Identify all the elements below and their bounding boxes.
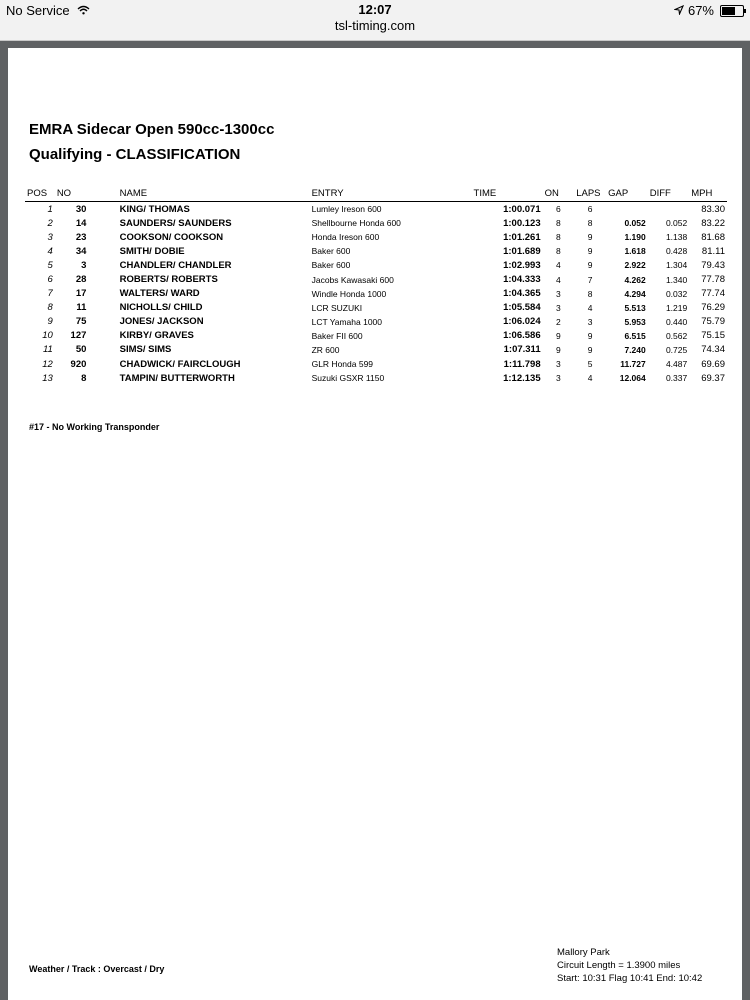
- cell-time: 1:06.024: [503, 316, 541, 328]
- table-row: [25, 357, 727, 371]
- cell-time: 1:02.993: [503, 259, 541, 271]
- cell-entry: Suzuki GSXR 1150: [311, 373, 385, 384]
- table-row: [25, 329, 727, 343]
- cell-gap: [606, 202, 648, 217]
- cell-time: 1:06.586: [503, 330, 541, 342]
- cell-spacer: [88, 371, 117, 385]
- circuit-venue: Mallory Park: [557, 947, 610, 958]
- cell-name: TAMPIN/ BUTTERWORTH: [119, 372, 235, 384]
- column-header-no: NO: [55, 185, 89, 202]
- cell-on: 2: [556, 316, 561, 327]
- column-spacer: [88, 185, 117, 202]
- cell-name: NICHOLLS/ CHILD: [119, 302, 203, 314]
- cell-time: 1:12.135: [503, 372, 541, 384]
- cell-gap: 1.190: [624, 232, 646, 243]
- cell-spacer: [88, 202, 117, 217]
- cell-gap: 4.262: [624, 274, 646, 285]
- address-bar-url[interactable]: tsl-timing.com: [334, 18, 416, 33]
- cell-laps: 9: [587, 330, 593, 341]
- cell-spacer: [88, 272, 117, 286]
- cell-laps: 9: [587, 232, 593, 243]
- cell-pos: 10: [42, 330, 53, 342]
- cell-pos: 2: [47, 217, 53, 229]
- cell-spacer: [88, 315, 117, 329]
- cell-time: 1:01.261: [503, 231, 541, 243]
- cell-diff: 1.219: [665, 302, 688, 313]
- cell-time: 1:01.689: [503, 245, 541, 257]
- results-document: [8, 48, 742, 1000]
- cell-name: CHADWICK/ FAIRCLOUGH: [119, 358, 241, 370]
- cell-spacer: [88, 301, 117, 315]
- cell-entry: Shellbourne Honda 600: [311, 218, 401, 229]
- cell-entry: Lumley Ireson 600: [311, 204, 382, 215]
- cell-entry: Baker 600: [311, 246, 351, 257]
- cell-laps: 8: [587, 288, 593, 299]
- table-row: [25, 315, 727, 329]
- cell-gap: 7.240: [624, 344, 646, 355]
- cell-mph: 81.68: [701, 231, 725, 243]
- cell-diff: 1.340: [665, 274, 688, 285]
- cell-laps: 3: [587, 316, 593, 327]
- circuit-info: [557, 946, 702, 985]
- table-row: [25, 244, 727, 258]
- cell-name: KIRBY/ GRAVES: [119, 330, 194, 342]
- cell-no: 30: [75, 203, 87, 215]
- cell-laps: 9: [587, 246, 593, 257]
- cell-laps: 5: [587, 359, 593, 370]
- cell-laps: 8: [587, 218, 593, 229]
- cell-mph: 69.69: [701, 358, 725, 370]
- cell-mph: 83.22: [701, 217, 725, 229]
- status-bar: [0, 0, 750, 41]
- location-arrow-icon: [674, 3, 684, 18]
- cell-spacer: [88, 216, 117, 230]
- cell-on: 4: [556, 274, 561, 285]
- cell-pos: 8: [47, 302, 53, 314]
- cell-name: WALTERS/ WARD: [119, 288, 200, 300]
- column-header-on: ON: [543, 185, 575, 202]
- cell-name: SIMS/ SIMS: [119, 344, 172, 356]
- cell-laps: 6: [587, 204, 593, 215]
- table-row: [25, 272, 727, 286]
- cell-mph: 79.43: [701, 259, 725, 271]
- cell-entry: Jacobs Kawasaki 600: [311, 274, 394, 285]
- cell-on: 3: [556, 373, 561, 384]
- cell-no: 8: [81, 372, 87, 384]
- cell-name: ROBERTS/ ROBERTS: [119, 274, 218, 286]
- table-row: [25, 287, 727, 301]
- cell-diff: 0.440: [665, 316, 688, 327]
- column-header-gap: GAP: [606, 185, 648, 202]
- cell-entry: GLR Honda 599: [311, 359, 374, 370]
- cell-on: 4: [556, 260, 561, 271]
- cell-on: 8: [556, 246, 561, 257]
- cell-mph: 77.78: [701, 274, 725, 286]
- cell-no: 75: [75, 316, 87, 328]
- cell-laps: 4: [587, 373, 593, 384]
- system-indicators: [674, 3, 744, 18]
- cell-time: 1:04.333: [503, 274, 541, 286]
- table-row: [25, 371, 727, 385]
- column-header-mph: MPH: [689, 185, 727, 202]
- cell-pos: 13: [42, 372, 53, 384]
- cell-no: 14: [75, 217, 87, 229]
- cell-laps: 7: [587, 274, 593, 285]
- battery-percent: 67%: [687, 3, 714, 18]
- cell-on: 6: [556, 204, 561, 215]
- cell-diff: 0.032: [665, 288, 688, 299]
- cell-gap: 12.064: [619, 373, 646, 384]
- cell-laps: 4: [587, 302, 593, 313]
- column-header-entry: ENTRY: [310, 185, 472, 202]
- cell-no: 11: [76, 302, 87, 314]
- cell-gap: 11.727: [620, 359, 646, 370]
- cell-laps: 9: [587, 260, 593, 271]
- cell-no: 920: [70, 358, 87, 370]
- cell-no: 17: [75, 288, 87, 300]
- cell-mph: 75.15: [701, 330, 725, 342]
- cell-gap: 5.513: [624, 302, 646, 313]
- classification-table: [25, 185, 727, 385]
- cell-entry: Windle Honda 1000: [311, 288, 387, 299]
- table-row: [25, 258, 727, 272]
- cell-diff: [648, 202, 690, 217]
- cell-on: 9: [556, 344, 561, 355]
- cell-pos: 9: [47, 316, 53, 328]
- cell-name: CHANDLER/ CHANDLER: [119, 259, 232, 271]
- table-row: [25, 230, 727, 244]
- cell-mph: 76.29: [701, 302, 725, 314]
- cell-diff: 0.725: [665, 344, 688, 355]
- cell-no: 3: [81, 259, 87, 271]
- table-body: [25, 202, 727, 386]
- cell-mph: 83.30: [701, 203, 725, 215]
- carrier-label: No Service: [6, 3, 70, 18]
- cell-spacer: [88, 287, 117, 301]
- cell-diff: 0.562: [665, 330, 688, 341]
- cell-pos: 5: [47, 259, 53, 271]
- cell-time: 1:05.584: [503, 302, 541, 314]
- cell-spacer: [88, 343, 117, 357]
- table-header-row: [25, 185, 727, 202]
- cell-pos: 11: [42, 344, 53, 356]
- battery-icon: [720, 5, 744, 17]
- table-row: [25, 343, 727, 357]
- weather-track-info: Weather / Track : Overcast / Dry: [29, 964, 165, 974]
- cell-name: JONES/ JACKSON: [119, 316, 204, 328]
- cell-mph: 69.37: [701, 372, 725, 384]
- cell-gap: 2.922: [624, 260, 646, 271]
- column-header-time: TIME: [472, 185, 543, 202]
- cell-mph: 74.34: [701, 344, 725, 356]
- cell-gap: 5.953: [624, 316, 646, 327]
- cell-diff: 4.487: [665, 359, 688, 370]
- cell-spacer: [88, 244, 117, 258]
- cell-name: COOKSON/ COOKSON: [119, 231, 224, 243]
- cell-diff: 0.337: [665, 373, 688, 384]
- cell-pos: 6: [47, 274, 53, 286]
- transponder-note: #17 - No Working Transponder: [29, 422, 160, 432]
- cell-entry: ZR 600: [311, 344, 340, 355]
- cell-time: 1:00.071: [503, 203, 541, 215]
- cell-mph: 81.11: [701, 245, 725, 257]
- cell-gap: 1.618: [624, 246, 646, 257]
- table-row: [25, 202, 727, 217]
- cell-no: 23: [75, 231, 87, 243]
- cell-no: 34: [75, 245, 87, 257]
- cell-diff: 0.052: [665, 218, 688, 229]
- circuit-length: Circuit Length = 1.3900 miles: [557, 960, 681, 971]
- clock: 12:07: [358, 2, 392, 17]
- cell-on: 3: [556, 302, 561, 313]
- cell-spacer: [88, 329, 117, 343]
- cell-pos: 12: [42, 358, 53, 370]
- cell-no: 127: [70, 330, 87, 342]
- cell-name: SAUNDERS/ SAUNDERS: [119, 217, 232, 229]
- cell-on: 3: [556, 288, 561, 299]
- event-title: EMRA Sidecar Open 590cc-1300cc: [29, 121, 275, 138]
- cell-entry: Baker 600: [311, 260, 351, 271]
- cell-mph: 75.79: [701, 316, 725, 328]
- cell-time: 1:04.365: [503, 288, 541, 300]
- cell-on: 3: [556, 359, 561, 370]
- cell-name: SMITH/ DOBIE: [119, 245, 185, 257]
- cell-name: KING/ THOMAS: [119, 203, 190, 215]
- cell-diff: 1.304: [665, 260, 688, 271]
- cell-gap: 0.052: [624, 218, 646, 229]
- cell-pos: 4: [47, 245, 53, 257]
- cell-spacer: [88, 357, 117, 371]
- table-row: [25, 301, 727, 315]
- cell-on: 9: [556, 330, 561, 341]
- cell-spacer: [88, 258, 117, 272]
- column-header-pos: POS: [25, 185, 55, 202]
- cell-no: 50: [75, 344, 87, 356]
- cell-spacer: [88, 230, 117, 244]
- cell-diff: 1.138: [665, 232, 688, 243]
- cell-entry: LCR SUZUKI: [311, 302, 363, 313]
- cell-diff: 0.428: [665, 246, 688, 257]
- cell-pos: 3: [47, 231, 53, 243]
- column-header-diff: DIFF: [648, 185, 690, 202]
- cell-entry: Honda Ireson 600: [311, 232, 380, 243]
- cell-entry: LCT Yamaha 1000: [311, 316, 383, 327]
- session-times: Start: 10:31 Flag 10:41 End: 10:42: [557, 973, 703, 984]
- cell-on: 8: [556, 232, 561, 243]
- column-header-laps: LAPS: [574, 185, 606, 202]
- cell-gap: 6.515: [624, 330, 646, 341]
- cell-laps: 9: [587, 344, 593, 355]
- table-row: [25, 216, 727, 230]
- cell-on: 8: [556, 218, 561, 229]
- cell-entry: Baker FII 600: [311, 330, 363, 341]
- cell-time: 1:00.123: [503, 217, 541, 229]
- cell-no: 28: [75, 274, 87, 286]
- cell-mph: 77.74: [701, 288, 725, 300]
- cell-time: 1:07.311: [503, 344, 541, 356]
- cell-gap: 4.294: [624, 288, 646, 299]
- cell-time: 1:11.798: [503, 358, 541, 370]
- cell-pos: 7: [47, 288, 53, 300]
- column-header-name: NAME: [118, 185, 310, 202]
- cell-pos: 1: [47, 203, 53, 215]
- session-title: Qualifying - CLASSIFICATION: [29, 146, 241, 163]
